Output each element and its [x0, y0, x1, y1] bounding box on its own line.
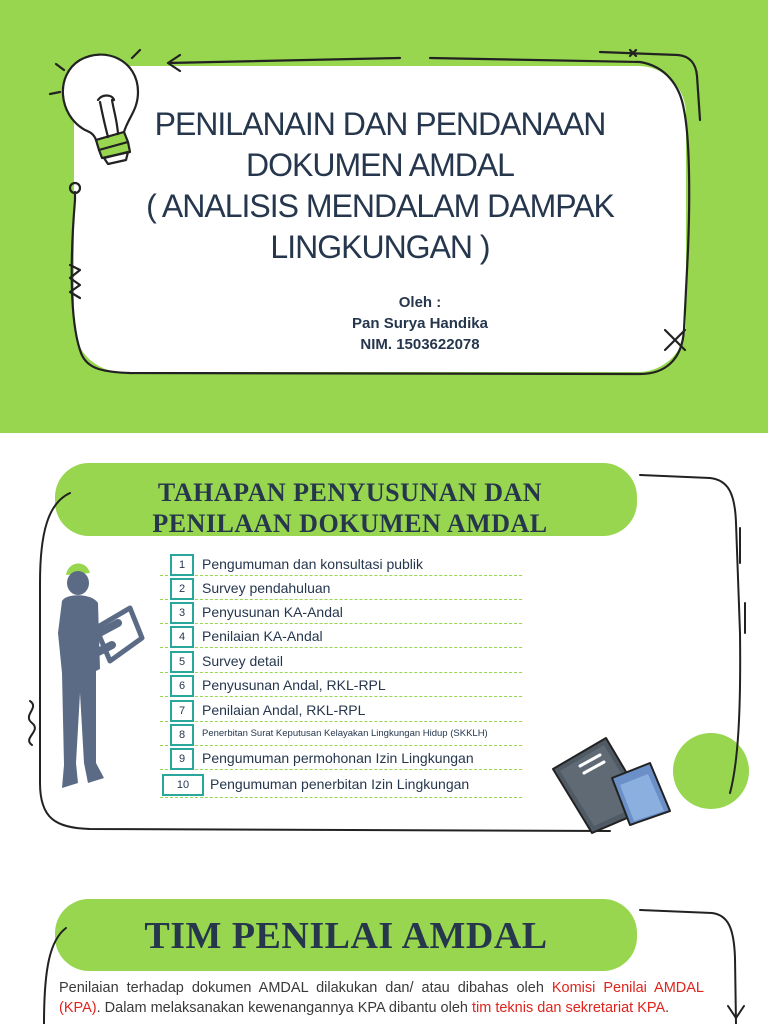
author-label: Oleh :	[398, 294, 442, 311]
list-item	[160, 674, 522, 697]
stages-slide	[0, 433, 768, 868]
step-label: Penerbitan Surat Keputusan Kelayakan Lingkungan Hidup (SKKLH)	[202, 728, 488, 739]
title-line: PENILAAN DOKUMEN AMDAL	[152, 509, 548, 538]
step-label: Pengumuman penerbitan Izin Lingkungan	[210, 776, 470, 792]
body-text: Penilaian terhadap dokumen AMDAL dilakukan dan/ atau dibahas oleh	[59, 980, 552, 996]
step-number: 4	[170, 626, 194, 648]
step-number: 9	[170, 748, 194, 770]
step-number: 3	[170, 602, 194, 624]
body-text: . Dalam melaksanakan kewenangannya KPA dibantu oleh	[96, 1000, 472, 1016]
step-label: Penilaian KA-Andal	[202, 628, 323, 644]
step-number: 5	[170, 651, 194, 673]
list-item	[160, 650, 522, 673]
step-number: 10	[162, 774, 204, 796]
stages-title	[100, 477, 600, 539]
list-item	[160, 723, 522, 746]
highlight-kpa: Komisi Penilai AMDAL (KPA)	[59, 980, 705, 1016]
list-item	[160, 747, 522, 770]
title-slide	[0, 0, 768, 433]
title-line: TAHAPAN PENYUSUNAN DAN	[157, 478, 543, 507]
step-number: 7	[170, 700, 194, 722]
team-description	[59, 978, 704, 1018]
step-label: Penilaian Andal, RKL-RPL	[202, 702, 366, 718]
list-item	[160, 601, 522, 624]
worker-with-blueprint-icon	[58, 563, 142, 788]
list-item	[160, 577, 522, 600]
highlight-tim-teknis: tim teknis dan sekretariat KPA	[471, 1000, 666, 1016]
list-item	[160, 625, 522, 648]
step-number: 8	[170, 724, 194, 746]
author-nim: NIM. 1503622078	[360, 336, 480, 353]
author-name: Pan Surya Handika	[352, 315, 488, 332]
light-bulb-icon	[50, 50, 140, 164]
step-label: Pengumuman permohonan Izin Lingkungan	[202, 750, 474, 766]
title-line: PENILANAIN DAN PENDANAAN	[154, 106, 606, 142]
step-number: 1	[170, 554, 194, 576]
presentation-title	[130, 104, 630, 268]
step-label: Penyusunan KA-Andal	[202, 604, 343, 620]
step-label: Survey pendahuluan	[202, 580, 331, 596]
list-item	[160, 699, 522, 722]
list-item	[160, 553, 522, 576]
title-line: LINGKUNGAN )	[270, 229, 490, 265]
team-slide	[0, 868, 768, 1024]
books-icon	[553, 738, 670, 833]
title-line: ( ANALISIS MENDALAM DAMPAK	[146, 188, 614, 224]
author-block	[280, 292, 560, 355]
step-number: 2	[170, 578, 194, 600]
step-label: Penyusunan Andal, RKL-RPL	[202, 677, 386, 693]
step-number: 6	[170, 675, 194, 697]
body-text: .	[665, 1000, 670, 1016]
team-title: TIM PENILAI AMDAL	[144, 915, 548, 957]
step-label: Pengumuman dan konsultasi publik	[202, 556, 424, 572]
list-item	[160, 773, 522, 798]
step-label: Survey detail	[202, 653, 283, 669]
title-line: DOKUMEN AMDAL	[246, 147, 514, 183]
